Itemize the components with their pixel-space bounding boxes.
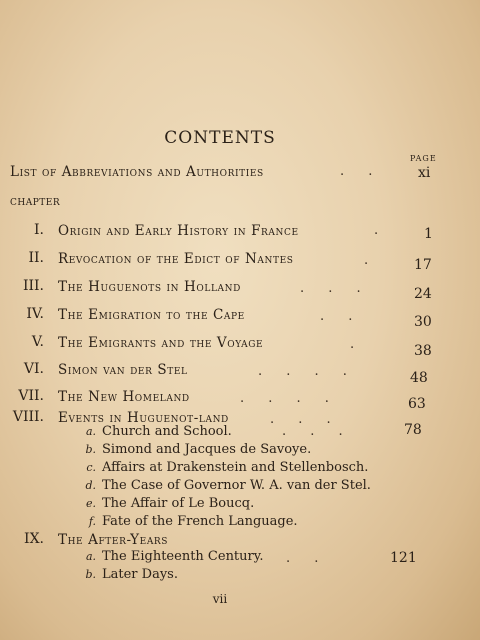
abbreviations-page: xi bbox=[418, 165, 431, 181]
subsection-text: Later Days. bbox=[102, 567, 178, 582]
chapter-title: Events in Huguenot-land bbox=[58, 410, 229, 426]
chapter-title: The New Homeland bbox=[58, 389, 190, 405]
subsection-text: The Affair of Le Boucq. bbox=[102, 496, 255, 511]
subsection-text: Church and School. bbox=[102, 424, 232, 439]
dot-leader: . bbox=[350, 337, 365, 352]
abbreviations-title: List of Abbreviations and Authorities bbox=[10, 164, 264, 180]
chapter-column-header: CHAPTER bbox=[10, 198, 61, 208]
chapter-page: 121 bbox=[390, 550, 417, 566]
dot-leader: . . . bbox=[270, 412, 341, 427]
subsection-letter: d. bbox=[85, 479, 96, 492]
dot-leader: . . . . bbox=[258, 364, 357, 379]
page-column-header: PAGE bbox=[410, 154, 437, 163]
chapter-page: 48 bbox=[410, 370, 428, 386]
chapter-number: III. bbox=[22, 278, 44, 294]
subsection-letter: a. bbox=[85, 550, 96, 563]
chapter-number: I. bbox=[34, 222, 44, 238]
chapter-title: The Emigrants and the Voyage bbox=[58, 335, 264, 351]
dot-leader: . . bbox=[286, 551, 329, 566]
dot-leader: . . bbox=[320, 309, 363, 324]
chapter-page: 63 bbox=[408, 396, 426, 412]
dot-leader: . bbox=[364, 253, 379, 268]
subsection-letter: f. bbox=[88, 515, 96, 528]
subsection-text: Affairs at Drakenstein and Stellenbosch. bbox=[102, 460, 369, 475]
chapter-page: 78 bbox=[404, 422, 422, 438]
chapter-title: The Huguenots in Holland bbox=[58, 279, 241, 295]
subsection-letter: b. bbox=[85, 443, 96, 456]
subsection-text: The Case of Governor W. A. van der Stel. bbox=[102, 478, 371, 493]
dot-leader: . . bbox=[340, 164, 383, 179]
chapter-number: VII. bbox=[18, 388, 44, 404]
subsection-text: Fate of the French Language. bbox=[102, 514, 298, 529]
subsection-letter: a. bbox=[85, 425, 96, 438]
chapter-title: Revocation of the Edict of Nantes bbox=[58, 251, 294, 267]
chapter-number: IV. bbox=[26, 306, 44, 322]
chapter-page: 30 bbox=[414, 314, 432, 330]
dot-leader: . . . bbox=[300, 281, 371, 296]
subsection-letter: e. bbox=[85, 497, 96, 510]
subsection-text: Simond and Jacques de Savoye. bbox=[102, 442, 312, 457]
chapter-page: 38 bbox=[414, 343, 432, 359]
chapter-page: 24 bbox=[414, 286, 432, 302]
chapter-number: II. bbox=[28, 250, 44, 266]
page-number-footer: vii bbox=[212, 592, 228, 606]
chapter-number: VIII. bbox=[12, 409, 44, 425]
dot-leader: . bbox=[374, 223, 389, 238]
dot-leader: . . . bbox=[282, 424, 353, 439]
dot-leader: . . . . bbox=[240, 391, 339, 406]
chapter-number: V. bbox=[31, 334, 44, 350]
chapter-number: VI. bbox=[23, 361, 44, 377]
chapter-title: The Emigration to the Cape bbox=[58, 307, 245, 323]
chapter-page: 1 bbox=[424, 226, 433, 242]
chapter-page: 17 bbox=[414, 257, 432, 273]
subsection-letter: b. bbox=[85, 568, 96, 581]
chapter-title: Origin and Early History in France bbox=[58, 223, 299, 239]
chapter-title: Simon van der Stel bbox=[58, 362, 188, 378]
chapter-number: IX. bbox=[24, 531, 44, 547]
subsection-text: The Eighteenth Century. bbox=[102, 549, 264, 564]
chapter-title: The After-Years bbox=[58, 532, 169, 548]
contents-heading: CONTENTS bbox=[164, 128, 276, 148]
subsection-letter: c. bbox=[86, 461, 96, 474]
